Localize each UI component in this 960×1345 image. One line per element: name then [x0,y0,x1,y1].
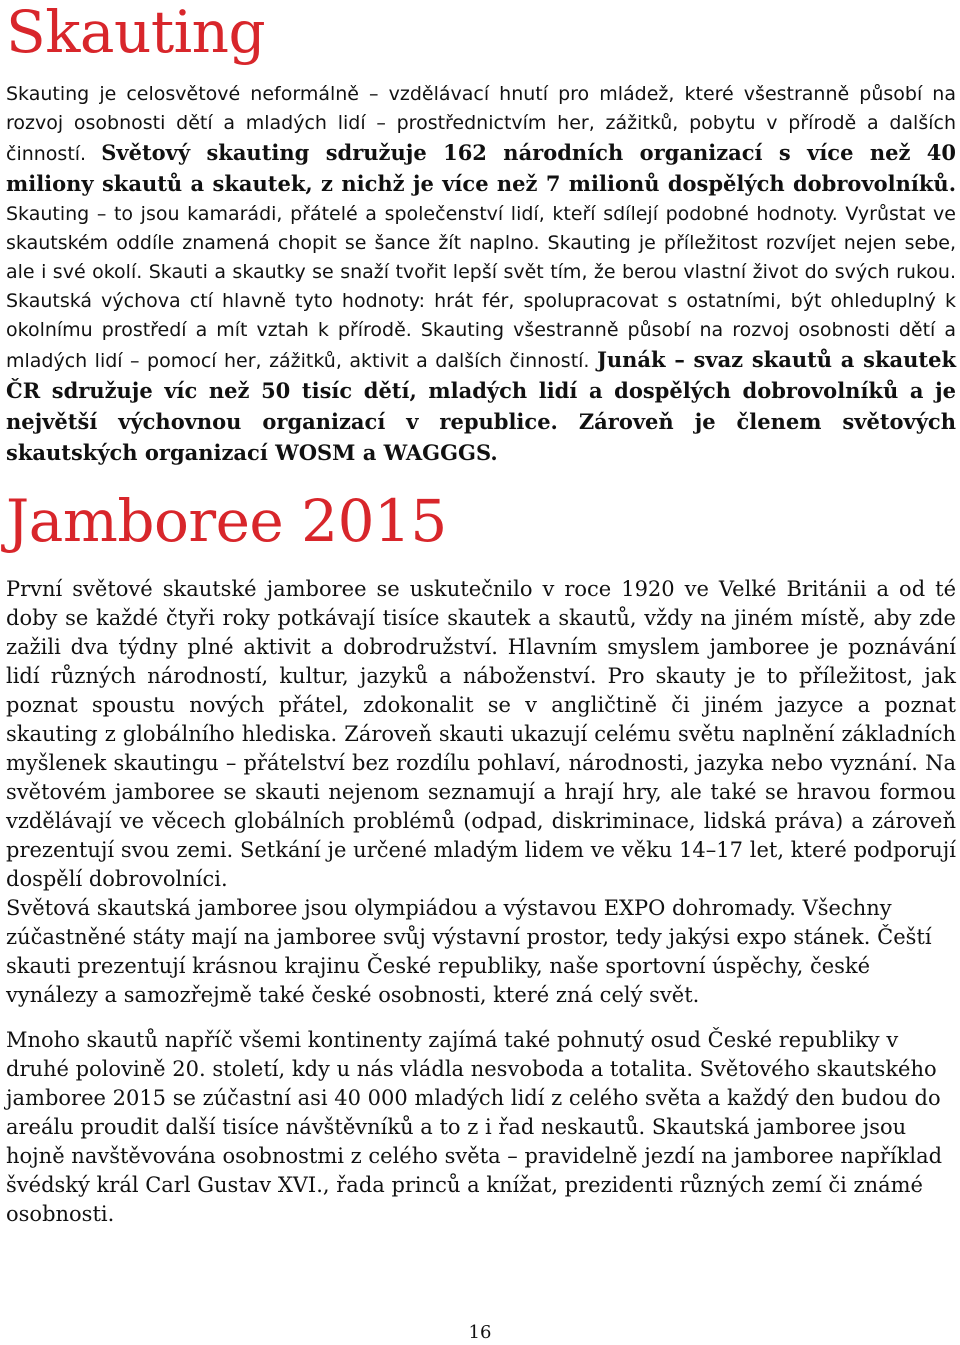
paragraph-skauting-bold-world: Světový skauting sdružuje 162 národních organizací s více než 40 miliony skautů a skautek, z nichž je více než 7 milionů dospělých dobrovolníků. [6,140,956,196]
page-number: 16 [468,1322,492,1343]
paragraph-skauting-body: Skauting – to jsou kamarádi, přátelé a společenství lidí, kteří sdílejí podobné hodnoty. Vyrůstat ve skautském oddíle znamená chopit se šance žít naplno. Skauting je příležitost rozvíjet nejen sebe, ale i své okolí. Skauti a skautky se snaží tvořit lepší svět tím, že berou vlastní život do svých rukou. Skautská výchova ctí hlavně tyto hodnoty: hrát fér, spolupracovat s ostatními, být ohleduplný k okolnímu prostředí a mít vztah k přírodě. Skauting všestranně působí na rozvoj osobnosti dětí a mladých lidí – pomocí her, zážitků, aktivit a dalších činností. [6,203,956,372]
paragraph-gap [6,1010,956,1026]
paragraph-jamboree-visitors: Mnoho skautů napříč všemi kontinenty zajímá také pohnutý osud České republiky v druhé polovině 20. století, kdy u nás vládla nesvoboda a totalita. Světového skautského jamboree 2015 se zúčastní asi 40 000 mladých lidí z celého světa a každý den budou do areálu proudit další tisíce návštěvníků a to z i řad neskautů. Skautská jamboree jsou hojně navštěvována osobnostmi z celého světa – pravidelně jezdí na jamboree například švédský král Carl Gustav XVI., řada princů a knížat, prezidenti různých zemí či známé osobnosti. [6,1028,943,1226]
heading-jamboree: Jamboree 2015 [6,487,447,555]
document-page [6,0,956,1229]
paragraph-jamboree-expo: Světová skautská jamboree jsou olympiádou a výstavou EXPO dohromady. Všechny zúčastněné státy mají na jamboree svůj výstavní prostor, tedy jakýsi expo stánek. Čeští skauti prezentují krásnou krajinu České republiky, naše sportovní úspěchy, české vynálezy a samozřejmě také české osobnosti, které zná celý svět. [6,896,932,1007]
paragraph-skauting [6,80,956,469]
heading-skauting: Skauting [6,0,266,66]
paragraph-skauting-bold-junak: Junák – svaz skautů a skautek ČR sdružuje víc než 50 tisíc dětí, mladých lidí a dospělých dobrovolníků a je největší výchovnou organizací v republice. Zároveň je členem světových skautských organizací WOSM a WAGGGS. [6,347,956,465]
paragraph-jamboree-history: První světové skautské jamboree se uskutečnilo v roce 1920 ve Velké Británii a od té doby se každé čtyři roky potkávají tisíce skautek a skautů, vždy na jiném místě, aby zde zažili dva týdny plné aktivit a dobrodružství. Hlavním smyslem jamboree je poznávání lidí různých národností, kultur, jazyků a náboženství. Pro skauty je to příležitost, jak poznat spoustu nových přátel, zdokonalit se v angličtině či jiném jazyce a poznat skauting z globálního hlediska. Zároveň skauti ukazují celému světu naplnění základních myšlenek skautingu – přátelství bez rozdílu pohlaví, národnosti, jazyka nebo vyznání. Na světovém jamboree se skauti nejenom seznamují a hrají hry, ale také se hravou formou vzdělávají ve věcech globálních problémů (odpad, diskriminace, lidská práva) a zároveň prezentují svou zemi. Setkání je určené mladým lidem ve věku 14–17 let, které podporují dospělí dobrovolníci. [6,577,956,891]
paragraph-skauting-intro: Skauting je celosvětové neformálně – vzdělávací hnutí pro mládež, které všestranně působí na rozvoj osobnosti dětí a mladých lidí – prostřednictvím her, zážitků, pobytu v přírodě a dalších činností. [6,83,956,165]
